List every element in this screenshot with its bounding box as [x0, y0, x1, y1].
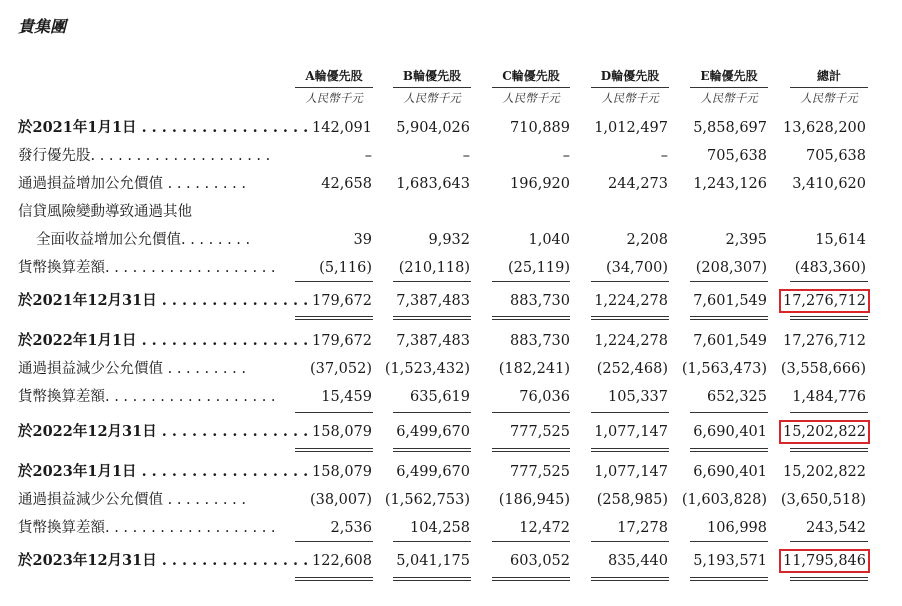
total-double-rule	[790, 316, 868, 317]
total-double-rule	[393, 580, 471, 581]
column-unit: 人民幣千元	[403, 91, 461, 105]
highlighted-total: 11,795,846	[782, 553, 866, 569]
total-double-rule	[790, 577, 868, 578]
table-row	[0, 458, 902, 486]
table-cell: 7,387,483	[396, 333, 470, 349]
table-cell: 5,904,026	[396, 120, 470, 136]
row-label: 於2023年1月1日 . . . . . . . . . . . . . . . . .	[18, 463, 309, 480]
table-cell: 5,193,571	[693, 553, 767, 569]
section-heading: 貴集團	[18, 17, 67, 36]
total-double-rule	[492, 577, 570, 578]
column-unit: 人民幣千元	[800, 91, 858, 105]
table-cell: 883,730	[510, 293, 570, 309]
header-rule	[591, 87, 669, 88]
table-cell: 1,243,126	[693, 176, 767, 192]
total-double-rule	[690, 319, 768, 320]
subtotal-rule	[790, 281, 868, 282]
row-label: 貨幣換算差額. . . . . . . . . . . . . . . . . . .	[18, 260, 276, 276]
table-cell: 42,658	[321, 176, 372, 192]
subtotal-rule	[690, 281, 768, 282]
table-cell: (186,945)	[498, 492, 570, 508]
total-double-rule	[591, 448, 669, 449]
table-row	[0, 170, 902, 198]
table-cell: (25,119)	[507, 260, 570, 276]
table-cell: 603,052	[510, 553, 570, 569]
table-row	[0, 486, 902, 514]
row-label: 於2023年12月31日 . . . . . . . . . . . . . . .	[18, 552, 309, 569]
column-unit: 人民幣千元	[601, 91, 659, 105]
header-rule	[790, 87, 868, 88]
table-cell: (182,241)	[498, 361, 570, 377]
table-cell: 3,410,620	[792, 176, 866, 192]
table-cell: (208,307)	[695, 260, 767, 276]
table-cell: –	[562, 148, 570, 164]
table-cell: –	[660, 148, 668, 164]
row-label: 貨幣換算差額. . . . . . . . . . . . . . . . . . .	[18, 520, 276, 536]
table-cell	[766, 287, 866, 315]
total-double-rule	[790, 319, 868, 320]
total-double-rule	[492, 316, 570, 317]
column-unit: 人民幣千元	[305, 91, 363, 105]
total-double-rule	[393, 451, 471, 452]
total-double-rule	[591, 577, 669, 578]
total-double-rule	[492, 451, 570, 452]
table-cell: 179,672	[312, 333, 372, 349]
total-double-rule	[295, 316, 373, 317]
table-cell: (37,052)	[309, 361, 372, 377]
row-label: 信貸風險變動導致通過其他	[18, 204, 192, 220]
table-cell: 1,683,643	[396, 176, 470, 192]
subtotal-rule	[295, 281, 373, 282]
subtotal-rule	[790, 541, 868, 542]
table-cell: 1,224,278	[594, 293, 668, 309]
total-double-rule	[295, 448, 373, 449]
column-header: A輪優先股	[305, 69, 363, 83]
table-cell: 7,601,549	[693, 293, 767, 309]
header-rule	[690, 87, 768, 88]
table-cell: 76,036	[519, 389, 570, 405]
table-cell: (210,118)	[398, 260, 470, 276]
table-cell: 104,258	[410, 520, 470, 536]
table-cell: 1,040	[528, 232, 570, 248]
table-cell: 15,459	[321, 389, 372, 405]
subtotal-rule	[393, 412, 471, 413]
table-cell	[766, 418, 866, 446]
row-label: 於2021年12月31日 . . . . . . . . . . . . . . .	[18, 292, 309, 309]
table-cell: 7,387,483	[396, 293, 470, 309]
table-row	[0, 254, 902, 282]
total-double-rule	[393, 577, 471, 578]
table-cell: 1,224,278	[594, 333, 668, 349]
subtotal-rule	[690, 541, 768, 542]
highlighted-total: 15,202,822	[782, 424, 866, 440]
column-header: C輪優先股	[502, 69, 560, 83]
table-cell: (5,116)	[319, 260, 372, 276]
table-row	[0, 383, 902, 411]
table-cell: 244,273	[608, 176, 668, 192]
total-double-rule	[393, 316, 471, 317]
subtotal-rule	[690, 412, 768, 413]
header-rule	[492, 87, 570, 88]
column-header: 總計	[816, 69, 841, 83]
table-cell	[667, 198, 767, 226]
table-cell: (1,563,473)	[681, 361, 767, 377]
table-cell: 635,619	[410, 389, 470, 405]
table-cell: (3,650,518)	[780, 492, 866, 508]
table-cell: 7,601,549	[693, 333, 767, 349]
total-double-rule	[790, 448, 868, 449]
subtotal-rule	[393, 281, 471, 282]
subtotal-rule	[492, 281, 570, 282]
table-row	[0, 514, 902, 542]
table-cell: (3,558,666)	[780, 361, 866, 377]
table-cell: 39	[353, 232, 372, 248]
total-double-rule	[591, 316, 669, 317]
total-double-rule	[591, 451, 669, 452]
table-cell: (483,360)	[794, 260, 866, 276]
table-cell	[370, 198, 470, 226]
table-cell: 179,672	[312, 293, 372, 309]
column-unit: 人民幣千元	[700, 91, 758, 105]
subtotal-rule	[591, 412, 669, 413]
total-double-rule	[295, 580, 373, 581]
subtotal-rule	[295, 541, 373, 542]
table-cell: 243,542	[806, 520, 866, 536]
table-cell: 705,638	[707, 148, 767, 164]
row-label: 通過損益減少公允價值 . . . . . . . . .	[18, 361, 246, 377]
table-cell: 106,998	[707, 520, 767, 536]
row-label: 於2022年1月1日 . . . . . . . . . . . . . . . . .	[18, 332, 309, 349]
total-double-rule	[690, 451, 768, 452]
total-double-rule	[790, 580, 868, 581]
table-cell: 777,525	[510, 464, 570, 480]
table-cell: 15,202,822	[782, 464, 866, 480]
table-cell	[766, 198, 866, 226]
table-row	[0, 327, 902, 355]
total-double-rule	[393, 319, 471, 320]
column-unit: 人民幣千元	[502, 91, 560, 105]
total-double-rule	[295, 577, 373, 578]
table-cell: 710,889	[510, 120, 570, 136]
table-cell: (1,562,753)	[384, 492, 470, 508]
table-cell	[470, 198, 570, 226]
total-double-rule	[492, 580, 570, 581]
total-double-rule	[690, 577, 768, 578]
table-row	[0, 287, 902, 315]
table-cell: 777,525	[510, 424, 570, 440]
column-header: E輪優先股	[700, 69, 758, 83]
row-label: 於2021年1月1日 . . . . . . . . . . . . . . . . .	[18, 119, 309, 136]
total-double-rule	[690, 580, 768, 581]
table-cell: 6,690,401	[693, 464, 767, 480]
table-cell: 6,499,670	[396, 424, 470, 440]
table-cell: (252,468)	[596, 361, 668, 377]
table-cell: 196,920	[510, 176, 570, 192]
table-cell: 15,614	[815, 232, 866, 248]
table-cell	[766, 547, 866, 575]
total-double-rule	[790, 451, 868, 452]
column-header: B輪優先股	[402, 69, 462, 83]
table-cell: 105,337	[608, 389, 668, 405]
total-double-rule	[492, 448, 570, 449]
total-double-rule	[393, 448, 471, 449]
subtotal-rule	[591, 281, 669, 282]
row-label: 通過損益減少公允價值 . . . . . . . . .	[18, 492, 246, 508]
table-cell: (34,700)	[605, 260, 668, 276]
column-header: D輪優先股	[600, 69, 660, 83]
table-cell: 652,325	[707, 389, 767, 405]
table-cell: (38,007)	[309, 492, 372, 508]
table-row	[0, 355, 902, 383]
subtotal-rule	[790, 412, 868, 413]
total-double-rule	[690, 316, 768, 317]
total-double-rule	[295, 451, 373, 452]
total-double-rule	[295, 319, 373, 320]
table-row	[0, 114, 902, 142]
table-row	[0, 198, 902, 226]
table-cell: 6,690,401	[693, 424, 767, 440]
table-cell: 2,208	[626, 232, 668, 248]
table-cell: 2,395	[725, 232, 767, 248]
table-cell: 1,484,776	[792, 389, 866, 405]
subtotal-rule	[591, 541, 669, 542]
subtotal-rule	[393, 541, 471, 542]
header-rule	[393, 87, 471, 88]
table-cell: 9,932	[428, 232, 470, 248]
table-cell: 12,472	[519, 520, 570, 536]
subtotal-rule	[492, 412, 570, 413]
row-label: 貨幣換算差額. . . . . . . . . . . . . . . . . . .	[18, 389, 276, 405]
table-cell: 835,440	[608, 553, 668, 569]
table-cell	[568, 198, 668, 226]
row-label: 通過損益增加公允價值 . . . . . . . . .	[18, 176, 246, 192]
table-row	[0, 226, 902, 254]
table-row	[0, 547, 902, 575]
table-cell: 1,077,147	[594, 424, 668, 440]
header-rule	[295, 87, 373, 88]
row-label: 全面收益增加公允價值. . . . . . . .	[36, 232, 251, 248]
table-cell: 142,091	[312, 120, 372, 136]
table-row	[0, 142, 902, 170]
table-cell: (1,523,432)	[384, 361, 470, 377]
table-cell: –	[462, 148, 470, 164]
table-cell: 883,730	[510, 333, 570, 349]
table-cell: 158,079	[312, 464, 372, 480]
table-cell: 17,278	[617, 520, 668, 536]
table-cell: (258,985)	[596, 492, 668, 508]
table-cell: 1,012,497	[594, 120, 668, 136]
highlighted-total: 17,276,712	[782, 293, 866, 309]
table-cell: 5,041,175	[396, 553, 470, 569]
table-cell: 5,858,697	[693, 120, 767, 136]
table-cell: 13,628,200	[782, 120, 866, 136]
table-cell: 2,536	[330, 520, 372, 536]
total-double-rule	[591, 319, 669, 320]
table-cell: 158,079	[312, 424, 372, 440]
table-cell: (1,603,828)	[681, 492, 767, 508]
table-row	[0, 418, 902, 446]
subtotal-rule	[295, 412, 373, 413]
table-cell: 1,077,147	[594, 464, 668, 480]
total-double-rule	[591, 580, 669, 581]
table-cell: 17,276,712	[782, 333, 866, 349]
row-label: 發行優先股. . . . . . . . . . . . . . . . . . . .	[18, 148, 271, 164]
table-cell: 122,608	[312, 553, 372, 569]
total-double-rule	[492, 319, 570, 320]
total-double-rule	[690, 448, 768, 449]
table-cell	[272, 198, 372, 226]
row-label: 於2022年12月31日 . . . . . . . . . . . . . . .	[18, 423, 309, 440]
table-cell: –	[364, 148, 372, 164]
subtotal-rule	[492, 541, 570, 542]
table-cell: 705,638	[806, 148, 866, 164]
table-cell: 6,499,670	[396, 464, 470, 480]
